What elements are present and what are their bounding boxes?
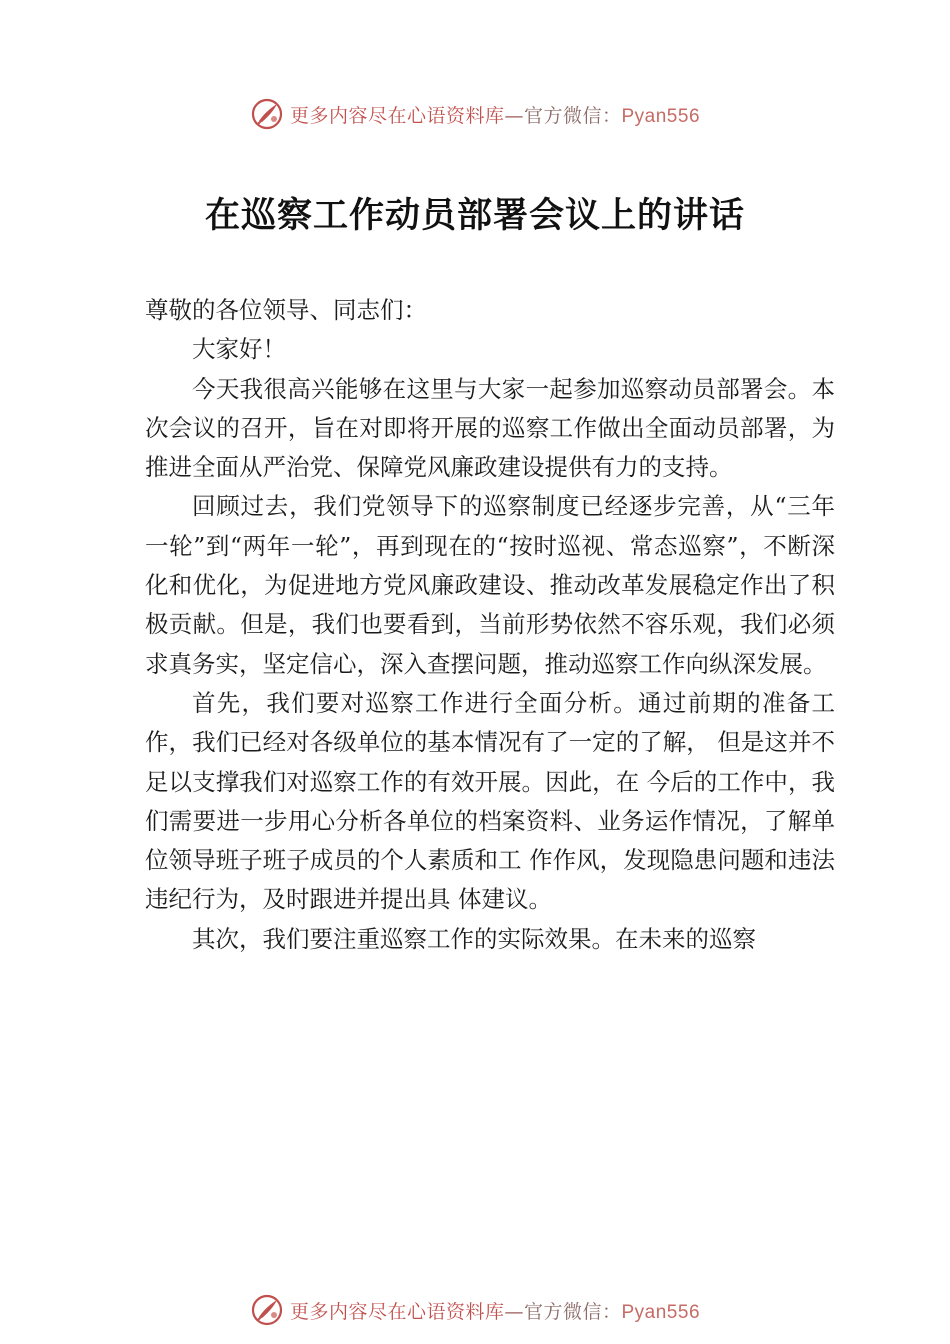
- body-paragraph-3: 首先，我们要对巡察工作进行全面分析。通过前期的准备工作，我们已经对各级单位的基本情况有了一定的了解， 但是这并不足以支撑我们对巡察工作的有效开展。因此，在 今后的工作中，我们需要进一步用心分析各单位的档案资料、业务运作情况，了解单位领导班子班子成员的个人素质和工 作作风，发现隐患问题和违法违纪行为，及时跟进并提出具 体建议。: [145, 688, 835, 914]
- banner-source: 更多内容尽在心语资料库: [289, 104, 505, 127]
- banner-separator: —: [504, 1300, 524, 1323]
- document-body: [145, 291, 835, 959]
- banner-separator: —: [504, 104, 524, 127]
- banner-text: [290, 1297, 700, 1324]
- banner-wechat-label: 官方微信：: [523, 104, 622, 127]
- banner-wechat-label: 官方微信：: [523, 1300, 622, 1323]
- quill-seal-icon: [250, 1293, 284, 1327]
- quill-seal-icon: [250, 97, 284, 131]
- salutation: 尊敬的各位领导、同志们：: [145, 296, 427, 324]
- footer-banner: [0, 1288, 950, 1332]
- body-paragraph-4: 其次，我们要注重巡察工作的实际效果。在未来的巡察: [192, 924, 756, 953]
- document-title: 在巡察工作动员部署会议上的讲话: [204, 195, 745, 236]
- body-paragraph-1: 今天我很高兴能够在这里与大家一起参加巡察动员部署会。本次会议的召开，旨在对即将开展的巡察工作做出全面动员部署，为推进全面从严治党、保障党风廉政建设提供有力的支持。: [145, 374, 835, 482]
- banner-wechat-id: Pyan556: [621, 1301, 701, 1323]
- banner-wechat-id: Pyan556: [621, 105, 701, 127]
- greeting: 大家好！: [192, 335, 286, 364]
- banner-source: 更多内容尽在心语资料库: [289, 1300, 505, 1323]
- body-paragraph-2: 回顾过去，我们党领导下的巡察制度已经逐步完善，从“三年一轮”到“两年一轮”，再到现在的“按时巡视、常态巡察”，不断深化和优化，为促进地方党风廉政建设、推动改革发展稳定作出了积极贡献。但是，我们也要看到，当前形势依然不容乐观，我们必须求真务实，坚定信心，深入查摆问题，推动巡察工作向纵深发展。: [145, 492, 835, 678]
- banner-text: [290, 101, 700, 128]
- header-banner: [0, 92, 950, 136]
